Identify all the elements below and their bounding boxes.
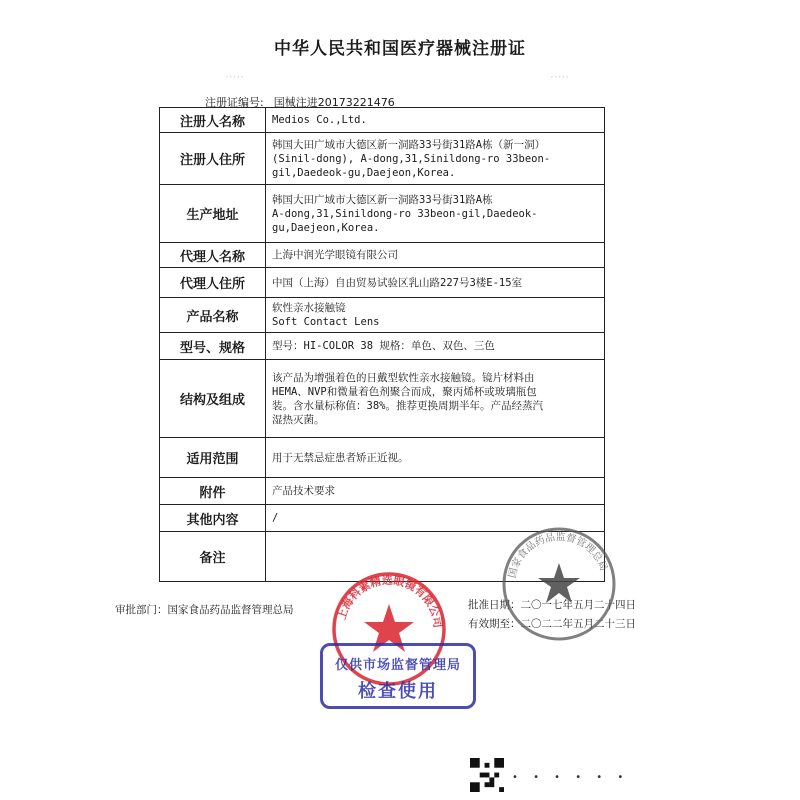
blue-stamp-line1: 仅供市场监督管理局 [334,658,461,673]
table-row [160,268,605,298]
row-label: 代理人住所 [160,268,266,298]
certificate-title: 中华人民共和国医疗器械注册证 [274,39,526,59]
row-label: 结构及组成 [160,360,266,438]
watermark-mark: ····· [550,70,570,84]
value-line: 韩国大田广域市大德区新一洞路33号街31路A栋 [272,193,493,206]
row-value [266,360,605,438]
value-line: 中国（上海）自由贸易试验区乳山路227号3楼E-15室 [272,276,523,289]
table-row [160,108,605,133]
row-label: 注册人住所 [160,133,266,185]
row-value [266,133,605,185]
row-label: 备注 [160,532,266,582]
row-label: 生产地址 [160,185,266,243]
valid-until-date: 有效期至：二〇二二年五月二十三日 [468,618,636,630]
row-label: 注册人名称 [160,108,266,133]
row-label: 其他内容 [160,505,266,532]
row-value [266,185,605,243]
value-line: HEMA、NVP和微量着色剂聚合而成，聚丙烯杯或玻璃瓶包 [272,385,537,398]
table-row [160,333,605,360]
row-value [266,333,605,360]
approval-date: 批准日期：二〇一七年五月二十四日 [468,599,636,611]
row-value [266,438,605,478]
value-line: (Sinil-dong), A-dong,31,Sinildong-ro 33beon- [272,152,551,165]
value-line: 上海中润光学眼镜有限公司 [272,249,398,261]
table-row [160,438,605,478]
value-line: 型号：HI-COLOR 38 规格：单色、双色、三色 [272,340,495,352]
official-seal-stamp [500,525,618,643]
registration-number-value: 国械注进20173221476 [273,96,395,109]
row-label: 附件 [160,478,266,505]
certificate-table [159,107,605,582]
blue-stamp-line2: 检查使用 [358,681,438,702]
table-row [160,133,605,185]
dotted-marks: • • • • • • [512,772,630,783]
row-label: 型号、规格 [160,333,266,360]
value-line: 软性亲水接触镜 [272,302,346,314]
value-line: 湿热灭菌。 [272,413,325,426]
value-line: 该产品为增强着色的日戴型软性亲水接触镜。镜片材料由 [272,371,535,384]
value-line: 韩国大田广域市大德区新一洞路33号街31路A栋（新一洞） [272,138,546,151]
row-label: 代理人名称 [160,243,266,268]
row-label: 适用范围 [160,438,266,478]
value-line: Soft Contact Lens [272,316,380,328]
row-value [266,478,605,505]
qr-code-icon [470,758,504,792]
red-stamp-text: 上海科素精选眼镜有限公司 [334,573,445,629]
table-row [160,298,605,333]
value-line: 用于无禁忌症患者矫正近视。 [272,451,409,464]
value-line: 产品技术要求 [272,485,335,497]
table-row [160,478,605,505]
table-row [160,185,605,243]
value-line: Medios Co.,Ltd. [272,114,367,126]
value-line: A-dong,31,Sinildong-ro 33beon-gil,Daedeok- [272,207,538,220]
row-value [266,243,605,268]
table-row [160,505,605,532]
table-row [160,243,605,268]
value-line: / [272,512,279,524]
approval-department: 审批部门：国家食品药品监督管理总局 [115,604,294,616]
value-line: gil,Daedeok-gu,Daejeon,Korea. [272,166,456,179]
row-value [266,268,605,298]
row-value [266,108,605,133]
row-value [266,298,605,333]
watermark-mark: ····· [225,70,245,84]
row-label: 产品名称 [160,298,266,333]
blue-inspection-stamp [320,643,476,709]
value-line: gu,Daejeon,Korea. [272,221,380,234]
star-icon [538,563,580,603]
value-line: 装。含水量标称值：38%。推荐更换周期半年。产品经蒸汽 [272,399,543,412]
table-row [160,360,605,438]
seal-text: 国家食品药品监督管理总局 [507,531,609,580]
registration-number-label: 注册证编号: [205,96,264,109]
